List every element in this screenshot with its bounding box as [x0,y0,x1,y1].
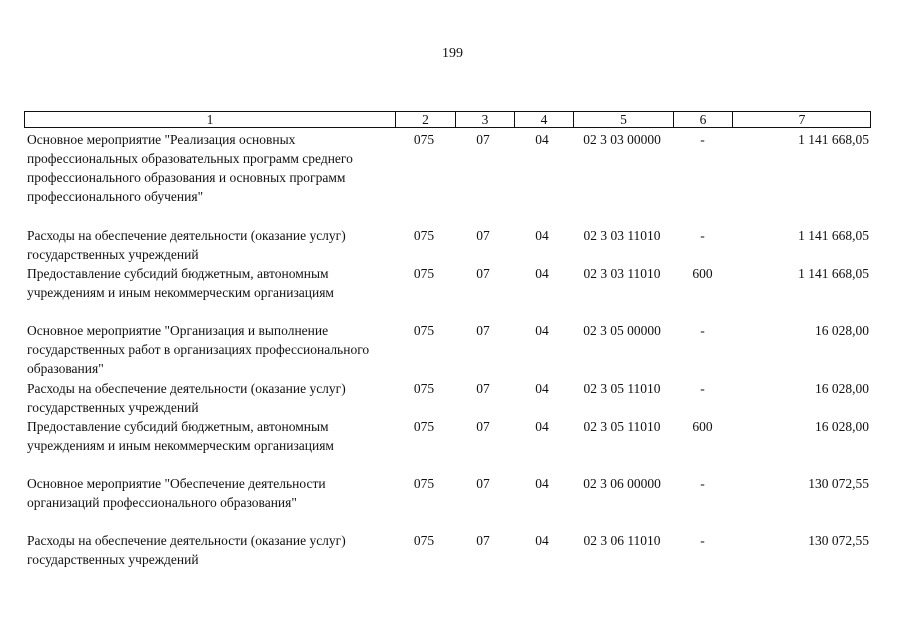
row-col-6: - [700,476,705,491]
row-col-4: 04 [535,533,549,548]
header-col-2: 2 [395,112,455,127]
row-col-7: 16 028,00 [815,323,869,338]
row-col-5: 02 3 05 11010 [583,419,661,434]
header-col-6: 6 [673,112,732,127]
header-col-7: 7 [732,112,871,127]
row-col-4: 04 [535,228,549,243]
row-col-4: 04 [535,323,549,338]
row-col-2: 075 [413,476,435,491]
row-col-6: 600 [692,266,713,281]
row-col-7: 1 141 668,05 [798,266,869,281]
row-col-2: 075 [413,132,435,147]
row-name: Предоставление субсидий бюджетным, автономным учреждениям и иным некоммерческим организациям [27,419,334,453]
row-col-5: 02 3 03 11010 [583,228,661,243]
row-col-2: 075 [413,381,435,396]
row-col-3: 07 [476,266,490,281]
header-col-1: 1 [206,112,214,127]
row-col-6: - [700,323,705,338]
row-col-7: 1 141 668,05 [798,132,869,147]
row-col-5: 02 3 05 00000 [583,323,661,338]
row-col-2: 075 [413,323,435,338]
header-col-4: 4 [514,112,573,127]
row-col-6: - [700,228,705,243]
row-col-4: 04 [535,476,549,491]
row-col-4: 04 [535,266,549,281]
row-col-4: 04 [535,132,549,147]
row-col-3: 07 [476,323,490,338]
row-col-7: 16 028,00 [815,419,869,434]
row-col-6: - [700,381,705,396]
row-col-7: 130 072,55 [808,533,869,548]
row-col-5: 02 3 03 00000 [583,132,661,147]
row-col-2: 075 [413,419,435,434]
table-header [24,111,871,128]
row-col-2: 075 [413,266,435,281]
row-col-5: 02 3 06 00000 [583,476,661,491]
row-col-5: 02 3 05 11010 [583,381,661,396]
row-col-7: 16 028,00 [815,381,869,396]
row-col-3: 07 [476,381,490,396]
row-col-6: 600 [692,419,713,434]
row-col-5: 02 3 03 11010 [583,266,661,281]
row-name: Предоставление субсидий бюджетным, автономным учреждениям и иным некоммерческим организациям [27,266,334,300]
row-col-2: 075 [413,228,435,243]
row-col-7: 1 141 668,05 [798,228,869,243]
row-col-3: 07 [476,533,490,548]
row-col-3: 07 [476,419,490,434]
row-name: Расходы на обеспечение деятельности (оказание услуг) государственных учреждений [27,381,346,415]
row-col-3: 07 [476,132,490,147]
row-name: Расходы на обеспечение деятельности (оказание услуг) государственных учреждений [27,228,346,262]
row-name: Основное мероприятие "Реализация основных профессиональных образовательных программ среднего профессионального образования и основных программ профессионального обучения" [27,132,353,204]
row-col-6: - [700,132,705,147]
header-col-3: 3 [455,112,514,127]
header-col-5: 5 [573,112,673,127]
page-number: 199 [442,46,463,61]
row-name: Расходы на обеспечение деятельности (оказание услуг) государственных учреждений [27,533,346,567]
row-name: Основное мероприятие "Обеспечение деятельности организаций профессионального образования" [27,476,326,510]
row-col-5: 02 3 06 11010 [583,533,661,548]
row-col-3: 07 [476,476,490,491]
row-col-7: 130 072,55 [808,476,869,491]
row-col-6: - [700,533,705,548]
row-name: Основное мероприятие "Организация и выполнение государственных работ в организациях профессионального образования" [27,323,370,376]
row-col-2: 075 [413,533,435,548]
row-col-4: 04 [535,381,549,396]
row-col-4: 04 [535,419,549,434]
row-col-3: 07 [476,228,490,243]
